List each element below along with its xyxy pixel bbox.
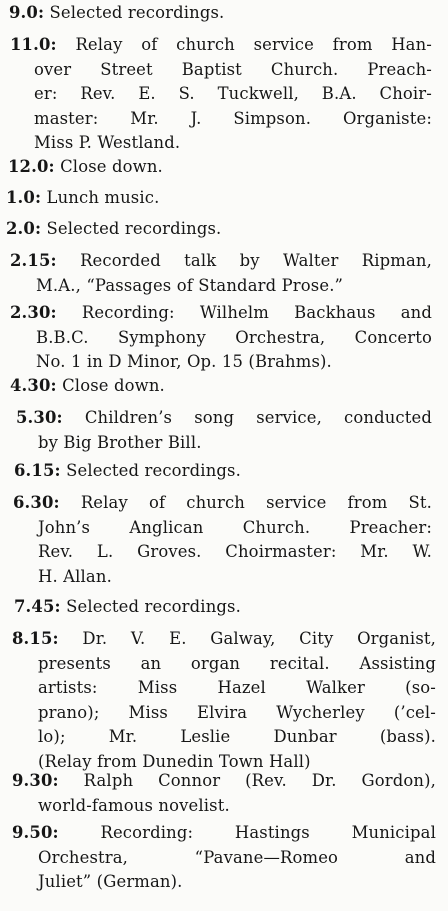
entry-continuation-line: world-famous novelist. xyxy=(38,795,230,815)
entry-time: 9.0: xyxy=(9,3,45,22)
entry-continuation-line: Rev. L. Groves. Choirmaster: Mr. W. xyxy=(38,542,432,562)
entry-continuation-line: lo); Mr. Leslie Dunbar (bass). xyxy=(38,727,436,747)
entry-continuation-line: er: Rev. E. S. Tuckwell, B.A. Choir- xyxy=(34,84,432,104)
entry-time: 9.50: xyxy=(12,823,59,842)
entry-time: 2.15: xyxy=(10,251,57,270)
entry-first-line xyxy=(12,770,436,791)
entry-continuation-line: Orchestra, “Pavane—Romeo and xyxy=(38,847,436,867)
entry-description: Recording: Hastings Municipal xyxy=(100,823,436,842)
entry-description: Ralph Connor (Rev. Dr. Gordon), xyxy=(83,771,436,790)
entry-first-line xyxy=(14,460,241,481)
entry-time: 11.0: xyxy=(10,35,57,54)
entry-continuation-line: H. Allan. xyxy=(38,566,112,586)
entry-continuation-line: No. 1 in D Minor, Op. 15 (Brahms). xyxy=(36,352,332,372)
entry-continuation-line: (Relay from Dunedin Town Hall) xyxy=(38,752,311,771)
entry-continuation-line: presents an organ recital. Assisting xyxy=(38,653,436,673)
entry-first-line xyxy=(6,218,221,239)
entry-description: Selected recordings. xyxy=(66,597,241,616)
entry-first-line xyxy=(10,302,432,323)
entry-description: Relay of church service from Han- xyxy=(75,35,432,54)
entry-time: 6.15: xyxy=(14,461,61,480)
entry-time: 1.0: xyxy=(6,188,42,207)
entry-continuation-line: John’s Anglican Church. Preacher: xyxy=(38,517,432,537)
entry-continuation-line: artists: Miss Hazel Walker (so- xyxy=(38,678,436,698)
entry-first-line xyxy=(8,156,163,177)
entry-description: Relay of church service from St. xyxy=(80,493,432,512)
entry-description: Recording: Wilhelm Backhaus and xyxy=(81,303,432,322)
entry-time: 9.30: xyxy=(12,771,59,790)
entry-first-line xyxy=(12,822,436,843)
entry-description: Selected recordings. xyxy=(46,219,222,238)
entry-first-line xyxy=(12,628,436,649)
entry-time: 6.30: xyxy=(13,493,60,512)
entry-first-line xyxy=(13,492,432,513)
entry-continuation-line: M.A., “Passages of Standard Prose.” xyxy=(36,275,344,295)
entry-continuation-line: B.B.C. Symphony Orchestra, Concerto xyxy=(36,327,432,347)
entry-time: 2.30: xyxy=(10,303,57,322)
entry-continuation-line: prano); Miss Elvira Wycherley (’cel- xyxy=(38,702,436,722)
entry-first-line xyxy=(10,375,165,396)
entry-description: Lunch music. xyxy=(46,188,160,207)
entry-first-line xyxy=(10,34,432,55)
entry-first-line xyxy=(14,596,241,617)
entry-time: 4.30: xyxy=(10,376,57,395)
entry-time: 12.0: xyxy=(8,157,55,176)
entry-description: Selected recordings. xyxy=(49,3,225,22)
entry-description: Selected recordings. xyxy=(66,461,241,480)
entry-first-line xyxy=(6,187,159,208)
entry-description: Children’s song service, conducted xyxy=(84,408,432,427)
entry-description: Dr. V. E. Galway, City Organist, xyxy=(82,629,436,648)
entry-first-line xyxy=(16,407,432,428)
entry-continuation-line: Miss P. Westland. xyxy=(34,133,181,153)
entry-time: 2.0: xyxy=(6,219,42,238)
entry-first-line xyxy=(9,2,224,23)
entry-first-line xyxy=(10,250,432,271)
entry-time: 5.30: xyxy=(16,408,63,427)
entry-description: Close down. xyxy=(62,376,165,395)
entry-time: 8.15: xyxy=(12,629,59,648)
entry-continuation-line: over Street Baptist Church. Preach- xyxy=(34,59,432,79)
entry-description: Recorded talk by Walter Ripman, xyxy=(80,251,432,270)
entry-continuation-line: master: Mr. J. Simpson. Organiste: xyxy=(34,108,432,128)
entry-continuation-line: Juliet” (German). xyxy=(38,872,183,892)
entry-description: Close down. xyxy=(60,157,163,176)
entry-time: 7.45: xyxy=(14,597,61,616)
entry-continuation-line: by Big Brother Bill. xyxy=(38,432,202,452)
